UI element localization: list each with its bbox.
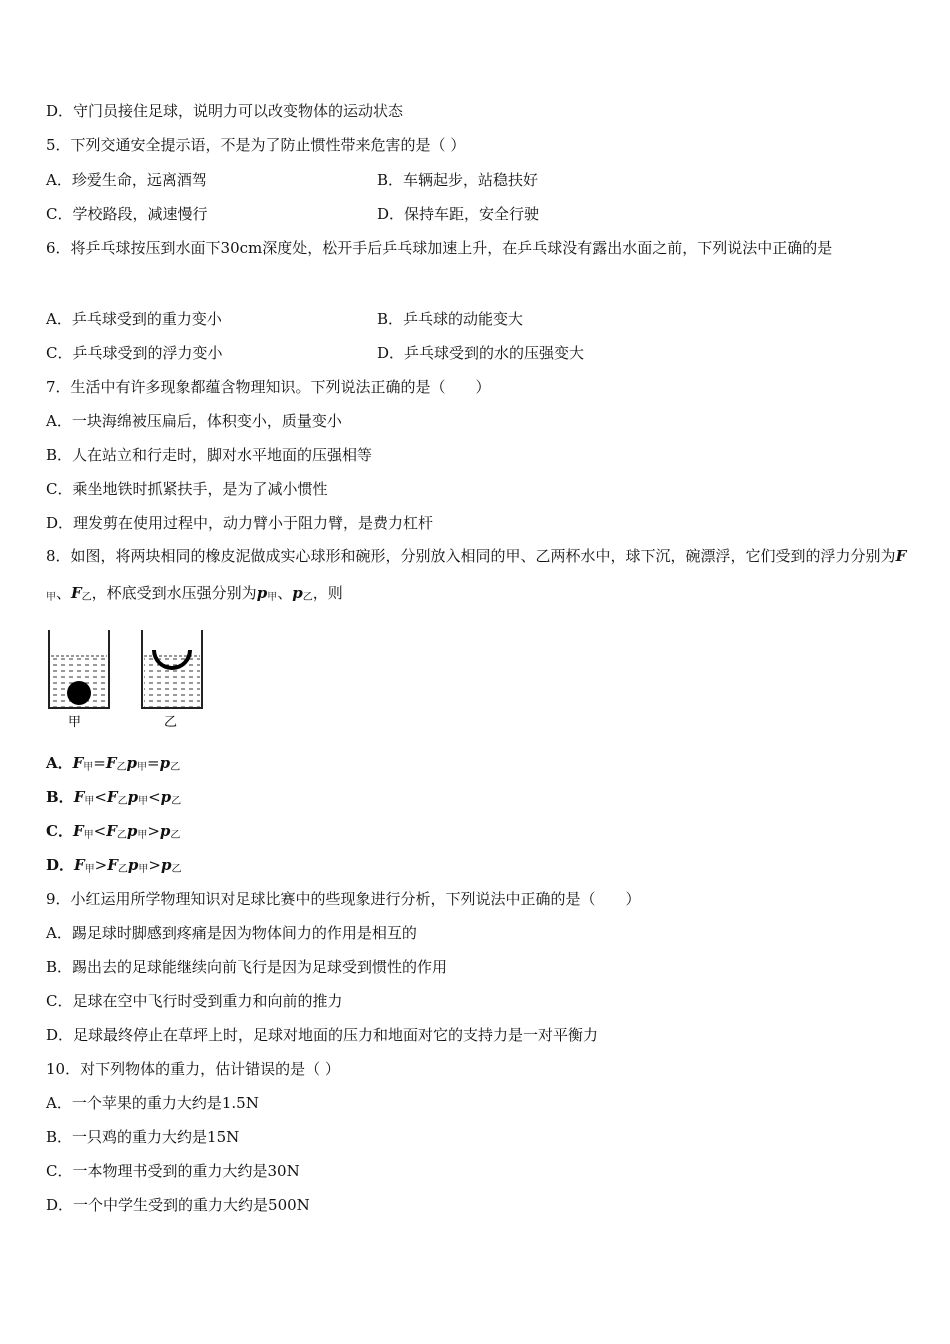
q6-option-b: B．乒乓球的动能变大 (377, 310, 524, 328)
figure-label-yi: 乙 (164, 715, 178, 730)
q9-option-d: D．足球最终停止在草坪上时，足球对地面的压力和地面对它的支持力是一对平衡力 (46, 1026, 599, 1044)
solid-ball (67, 681, 91, 705)
beakers-diagram (44, 626, 214, 736)
q7-option-b: B．人在站立和行走时，脚对水平地面的压强相等 (46, 446, 373, 464)
q9-option-b: B．踢出去的足球能继续向前飞行是因为足球受到惯性的作用 (46, 958, 448, 976)
q7-stem: 7．生活中有许多现象都蕴含物理知识。下列说法正确的是（ ） (46, 378, 491, 396)
q10-stem: 10．对下列物体的重力，估计错误的是（ ） (46, 1060, 340, 1078)
q4-option-d: D．守门员接住足球，说明力可以改变物体的运动状态 (46, 102, 404, 120)
q8-option-d: D．$F_甲>F_乙p_甲>p_乙$ (46, 856, 182, 875)
q9-option-a: A．踢足球时脚感到疼痛是因为物体间力的作用是相互的 (46, 924, 417, 942)
q10-option-b: B．一只鸡的重力大约是15N (46, 1128, 240, 1146)
q10-option-d: D．一个中学生受到的重力大约是500N (46, 1196, 310, 1214)
figure-label-jia: 甲 (68, 715, 82, 730)
q10-option-c: C．一本物理书受到的重力大约是30N (46, 1162, 300, 1180)
q5-option-b: B．车辆起步，站稳扶好 (377, 171, 539, 189)
beaker-yi (142, 630, 202, 708)
q7-option-d: D．理发剪在使用过程中，动力臂小于阻力臂，是费力杠杆 (46, 514, 434, 532)
q6-stem: 6．将乒乓球按压到水面下30cm深度处，松开手后乒乓球加速上升，在乒乓球没有露出水面之前，下列说法中正确的是 (46, 239, 833, 257)
q7-option-c: C．乘坐地铁时抓紧扶手，是为了减小惯性 (46, 480, 328, 498)
beakers-figure (44, 626, 214, 736)
q5-option-a: A．珍爱生命，远离酒驾 (46, 171, 207, 189)
q6-option-c: C．乒乓球受到的浮力变小 (46, 344, 223, 362)
q8-option-b: B．$F_甲<F_乙p_甲<p_乙$ (46, 788, 182, 807)
q6-option-a: A．乒乓球受到的重力变小 (46, 310, 222, 328)
q8-option-c: C．$F_甲<F_乙p_甲>p_乙$ (46, 822, 181, 841)
q9-option-c: C．足球在空中飞行时受到重力和向前的推力 (46, 992, 343, 1010)
q9-stem: 9．小红运用所学物理知识对足球比赛中的些现象进行分析，下列说法中正确的是（ ） (46, 890, 641, 908)
q6-option-d: D．乒乓球受到的水的压强变大 (377, 344, 585, 362)
q5-stem: 5．下列交通安全提示语，不是为了防止惯性带来危害的是（ ） (46, 136, 466, 154)
q8-option-a: A．$F_甲=F_乙p_甲=p_乙$ (46, 754, 181, 773)
q8-stem: 8．如图，将两块相同的橡皮泥做成实心球形和碗形，分别放入相同的甲、乙两杯水中，球下沉，碗漂浮，它们受到的浮力分别为$F_甲$、$F_乙$，杯底受到水压强分别为$p_甲$、$p_乙$，则 (46, 547, 907, 603)
beaker-jia (49, 630, 109, 708)
q7-option-a: A．一块海绵被压扁后，体积变小，质量变小 (46, 412, 342, 430)
q10-option-a: A．一个苹果的重力大约是1.5N (46, 1094, 259, 1112)
q5-option-d: D．保持车距，安全行驶 (377, 205, 540, 223)
q5-option-c: C．学校路段，减速慢行 (46, 205, 208, 223)
